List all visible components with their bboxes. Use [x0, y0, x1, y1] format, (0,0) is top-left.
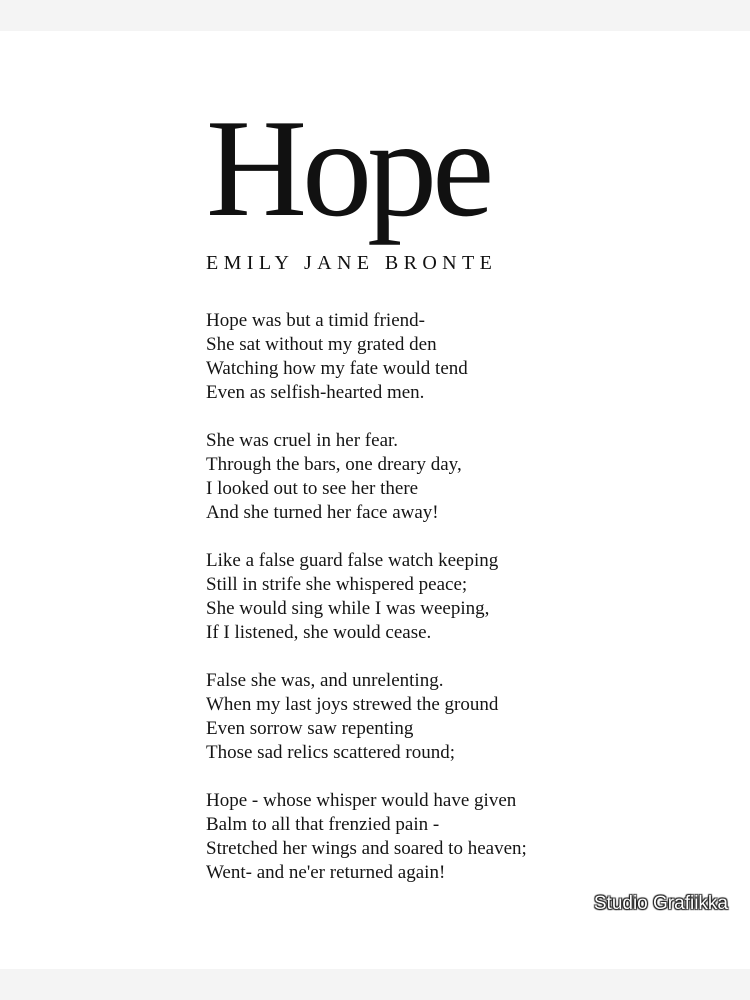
poem-line: When my last joys strewed the ground: [206, 694, 499, 715]
poem-line: She sat without my grated den: [206, 334, 437, 355]
poem-line: I looked out to see her there: [206, 478, 419, 499]
poem-line: Balm to all that frenzied pain -: [206, 814, 440, 835]
poem-author: EMILY JANE BRONTE: [206, 252, 498, 274]
stanza-4: [206, 669, 606, 765]
poem-line: Watching how my fate would tend: [206, 358, 468, 379]
poem-title: Hope: [206, 91, 490, 246]
poem-line: Through the bars, one dreary day,: [206, 454, 462, 475]
poem-line: She was cruel in her fear.: [206, 430, 399, 451]
poem-body: [206, 309, 606, 909]
poem-line: And she turned her face away!: [206, 502, 439, 523]
poem-line: Went- and ne'er returned again!: [206, 862, 446, 883]
poem-line: Even as selfish-hearted men.: [206, 382, 425, 403]
poem-poster: [0, 31, 750, 969]
stanza-3: [206, 549, 606, 645]
poem-line: If I listened, she would cease.: [206, 622, 432, 643]
watermark-text: Studio Grafiikka: [593, 893, 728, 914]
stanza-2: [206, 429, 606, 525]
stanza-1: [206, 309, 606, 405]
poem-line: Hope was but a timid friend-: [206, 310, 425, 331]
poem-line: Hope - whose whisper would have given: [206, 790, 517, 811]
stanza-5: [206, 789, 606, 885]
poem-line: Still in strife she whispered peace;: [206, 574, 468, 595]
poem-line: Like a false guard false watch keeping: [206, 550, 499, 571]
poem-line: Even sorrow saw repenting: [206, 718, 414, 739]
poem-line: False she was, and unrelenting.: [206, 670, 444, 691]
poem-line: Stretched her wings and soared to heaven;: [206, 838, 527, 859]
poem-line: Those sad relics scattered round;: [206, 742, 456, 763]
poem-line: She would sing while I was weeping,: [206, 598, 490, 619]
